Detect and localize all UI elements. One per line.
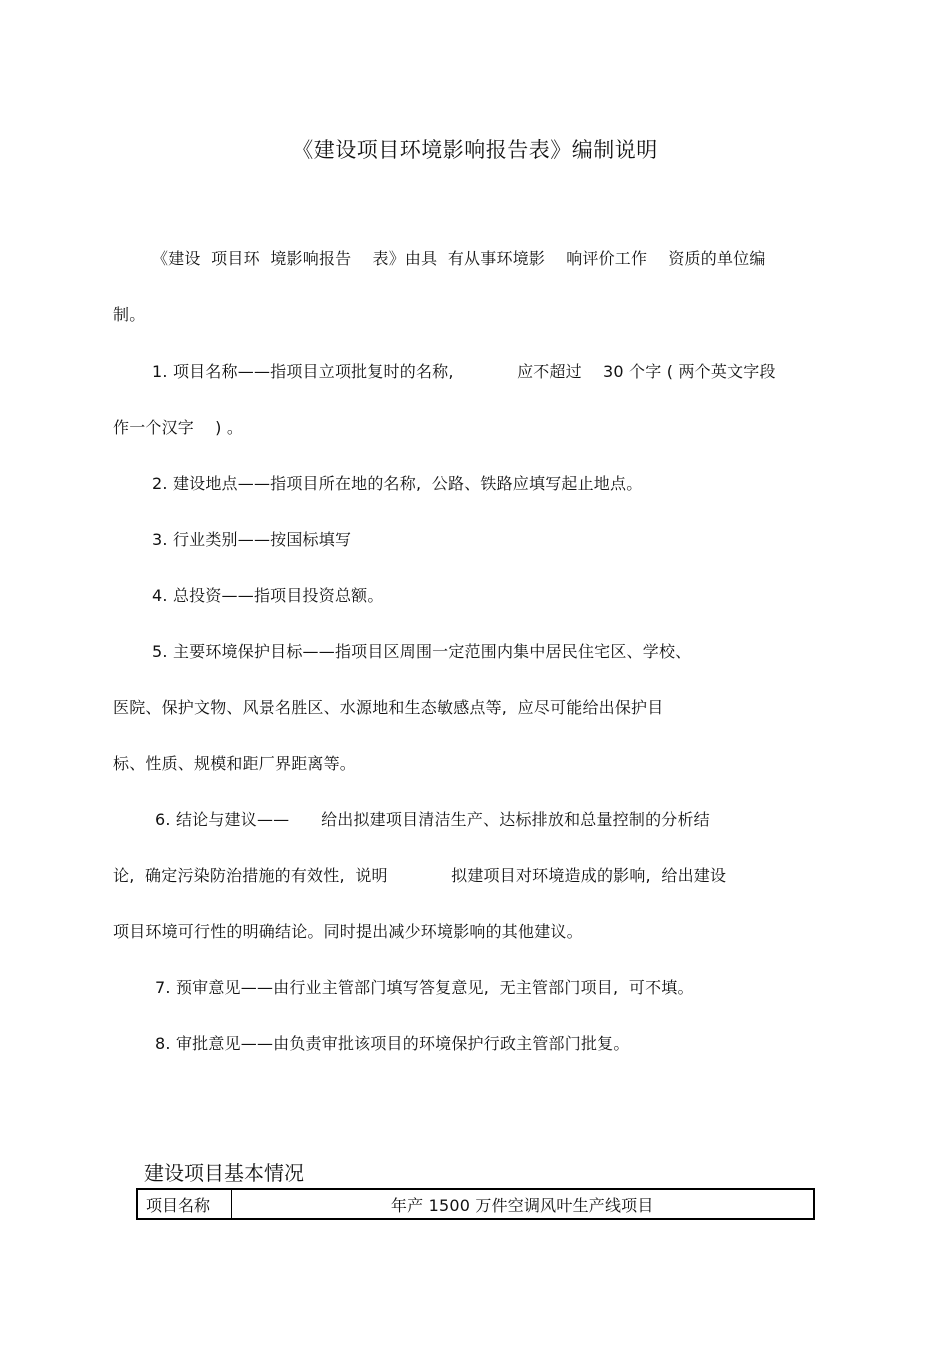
item-6-line-2: 论, 确定污染防治措施的有效性, 说明 拟建项目对环境造成的影响, 给出建设 xyxy=(113,866,727,885)
item-7-line-1: 7. 预审意见——由行业主管部门填写答复意见, 无主管部门项目, 可不填。 xyxy=(155,978,694,997)
item-5-line-1: 5. 主要环境保护目标——指项目区周围一定范围内集中居民住宅区、学校、 xyxy=(152,642,692,661)
project-name-label: 项目名称 xyxy=(137,1189,231,1219)
intro-line-1: 《建设 项目环 境影响报告 表》由具 有从事环境影 响评价工作 资质的单位编 xyxy=(152,249,766,268)
item-1-line-2: 作一个汉字 ) 。 xyxy=(113,418,244,437)
basic-info-table xyxy=(136,1188,815,1220)
item-5-line-3: 标、性质、规模和距厂界距离等。 xyxy=(113,754,357,773)
section-title-basic-info: 建设项目基本情况 xyxy=(144,1161,304,1185)
item-3-line-1: 3. 行业类别——按国标填写 xyxy=(152,530,352,549)
item-1-line-1: 1. 项目名称——指项目立项批复时的名称, 应不超过 30 个字 ( 两个英文字段 xyxy=(152,362,776,381)
intro-line-2: 制。 xyxy=(113,305,146,324)
item-2-line-1: 2. 建设地点——指项目所在地的名称, 公路、铁路应填写起止地点。 xyxy=(152,474,643,493)
item-8-line-1: 8. 审批意见——由负责审批该项目的环境保护行政主管部门批复。 xyxy=(155,1034,630,1053)
item-4-line-1: 4. 总投资——指项目投资总额。 xyxy=(152,586,384,605)
item-5-line-2: 医院、保护文物、风景名胜区、水源地和生态敏感点等, 应尽可能给出保护目 xyxy=(113,698,664,717)
project-name-value: 年产 1500 万件空调风叶生产线项目 xyxy=(390,1195,654,1215)
page-title: 《建设项目环境影响报告表》编制说明 xyxy=(292,138,658,162)
table-row xyxy=(137,1189,814,1219)
item-6-line-1: 6. 结论与建议—— 给出拟建项目清洁生产、达标排放和总量控制的分析结 xyxy=(155,810,710,829)
item-6-line-3: 项目环境可行性的明确结论。同时提出减少环境影响的其他建议。 xyxy=(113,922,583,941)
